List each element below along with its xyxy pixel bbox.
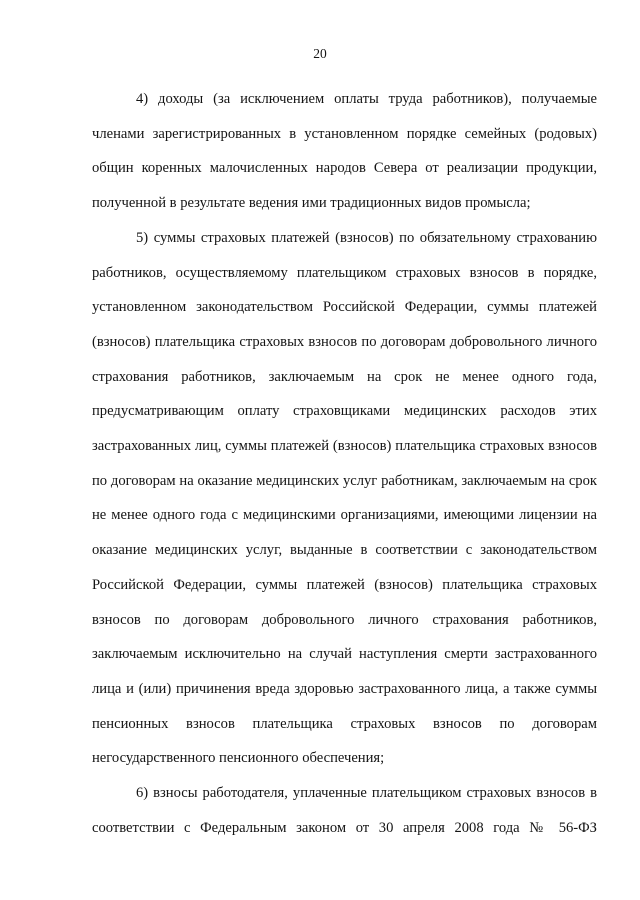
paragraph-item-6: 6) взносы работодателя, уплаченные плательщиком страховых взносов в соответствии с Федеральным законом от 30 апреля 2008 года № 56-ФЗ [92,785,597,836]
paragraph-item-4: 4) доходы (за исключением оплаты труда работников), получаемые членами зарегистрированных в установленном порядке семейных (родовых) общин коренных малочисленных народов Севера от реализации продукции, полученной в результате ведения ими традиционных видов промысла; [92,91,597,212]
paragraph-item-5: 5) суммы страховых платежей (взносов) по обязательному страхованию работников, осуществляемому плательщиком страховых взносов в порядке, установленном законодательством Российской Федерации, суммы платежей (взносов) плательщика страховых взносов по договорам добровольного личного страхования работников, заключаемым на срок не менее одного года, предусматривающим оплату страховщиками медицинских расходов этих застрахованных лиц, суммы платежей (взносов) плательщика страховых взносов по договорам на оказание медицинских услуг работникам, заключаемым на срок не менее одного года с медицинскими организациями, имеющими лицензии на оказание медицинских услуг, выданные в соответствии с законодательством Российской Федерации, суммы платежей (взносов) плательщика страховых взносов по договорам добровольного личного страхования работников, заключаемым исключительно на случай наступления смерти застрахованного лица и (или) причинения вреда здоровью застрахованного лица, а также суммы пенсионных взносов плательщика страховых взносов по договорам негосударственного пенсионного обеспечения; [92,229,597,767]
page-number: 20 [313,46,327,61]
body-text [92,82,597,845]
